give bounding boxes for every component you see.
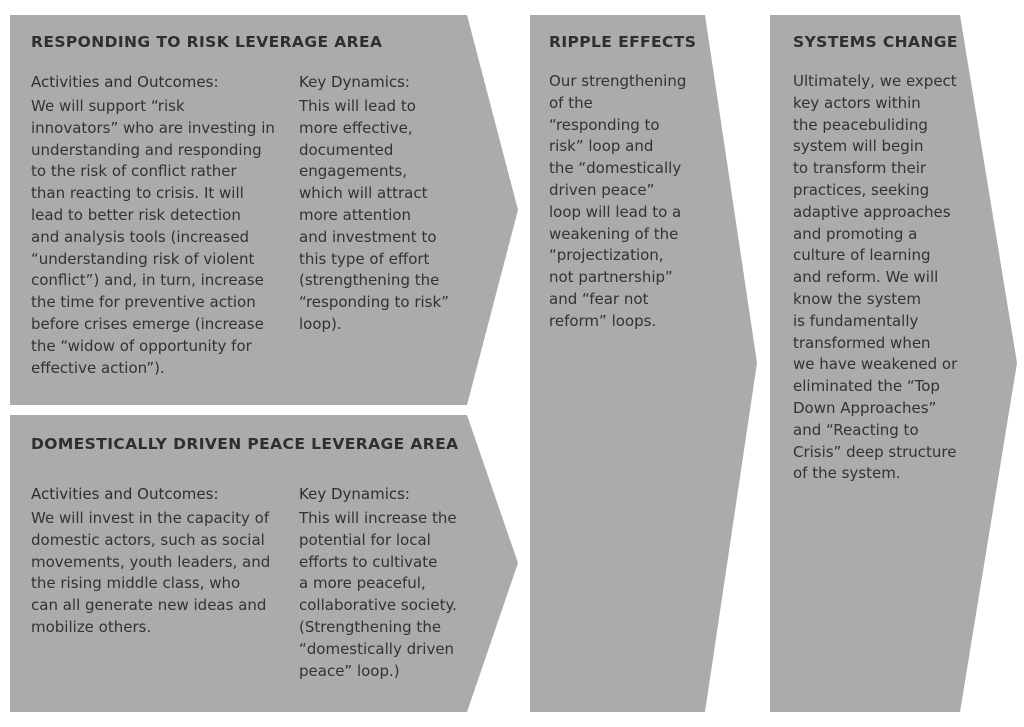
domestic-activities-text: We will invest in the capacity of domestic actors, such as social movements, youth leaders, and the rising middle class, who can all generate new ideas and mobilize others. <box>31 509 271 636</box>
systems-text: Ultimately, we expect key actors within the peacebuliding system will begin to transform their practices, seeking adaptive approaches and promoting a culture of learning and reform. We will know the system is fundamentally transformed when we have weakened or eliminated the “Top Down Approaches” and “Reacting to Crisis” deep structure of the system. <box>793 72 958 483</box>
domestic-dynamics-label: Key Dynamics: <box>299 485 410 503</box>
domestic-heading: DOMESTICALLY DRIVEN PEACE LEVERAGE AREA <box>31 435 459 453</box>
domestic-activities-label: Activities and Outcomes: <box>31 485 219 503</box>
risk-heading: RESPONDING TO RISK LEVERAGE AREA <box>31 33 383 51</box>
ripple-text: Our strengthening of the “responding to risk” loop and the “domestically driven peace” loop will lead to a weakening of the “projectization, not partnership” and “fear not reform” loops. <box>549 72 687 330</box>
risk-activities-text: We will support “risk innovators” who are investing in understanding and responding to the risk of conflict rather than reacting to crisis. It will lead to better risk detection and analysis tools (increased “understanding risk of violent conflict”) and, in turn, increase the time for preventive action before crises emerge (increase the “widow of opportunity for effective action”). <box>31 97 275 377</box>
risk-dynamics-text: This will lead to more effective, documented engagements, which will attract more attention and investment to this type of effort (strengthening the “responding to risk” loop). <box>299 97 449 333</box>
risk-dynamics-label: Key Dynamics: <box>299 73 410 91</box>
domestic-dynamics-text: This will increase the potential for local efforts to cultivate a more peaceful, collaborative society. (Strengthening the “domestically driven peace” loop.) <box>299 509 457 680</box>
systems-heading: SYSTEMS CHANGE <box>793 33 958 51</box>
ripple-heading: RIPPLE EFFECTS <box>549 33 697 51</box>
risk-activities-label: Activities and Outcomes: <box>31 73 219 91</box>
